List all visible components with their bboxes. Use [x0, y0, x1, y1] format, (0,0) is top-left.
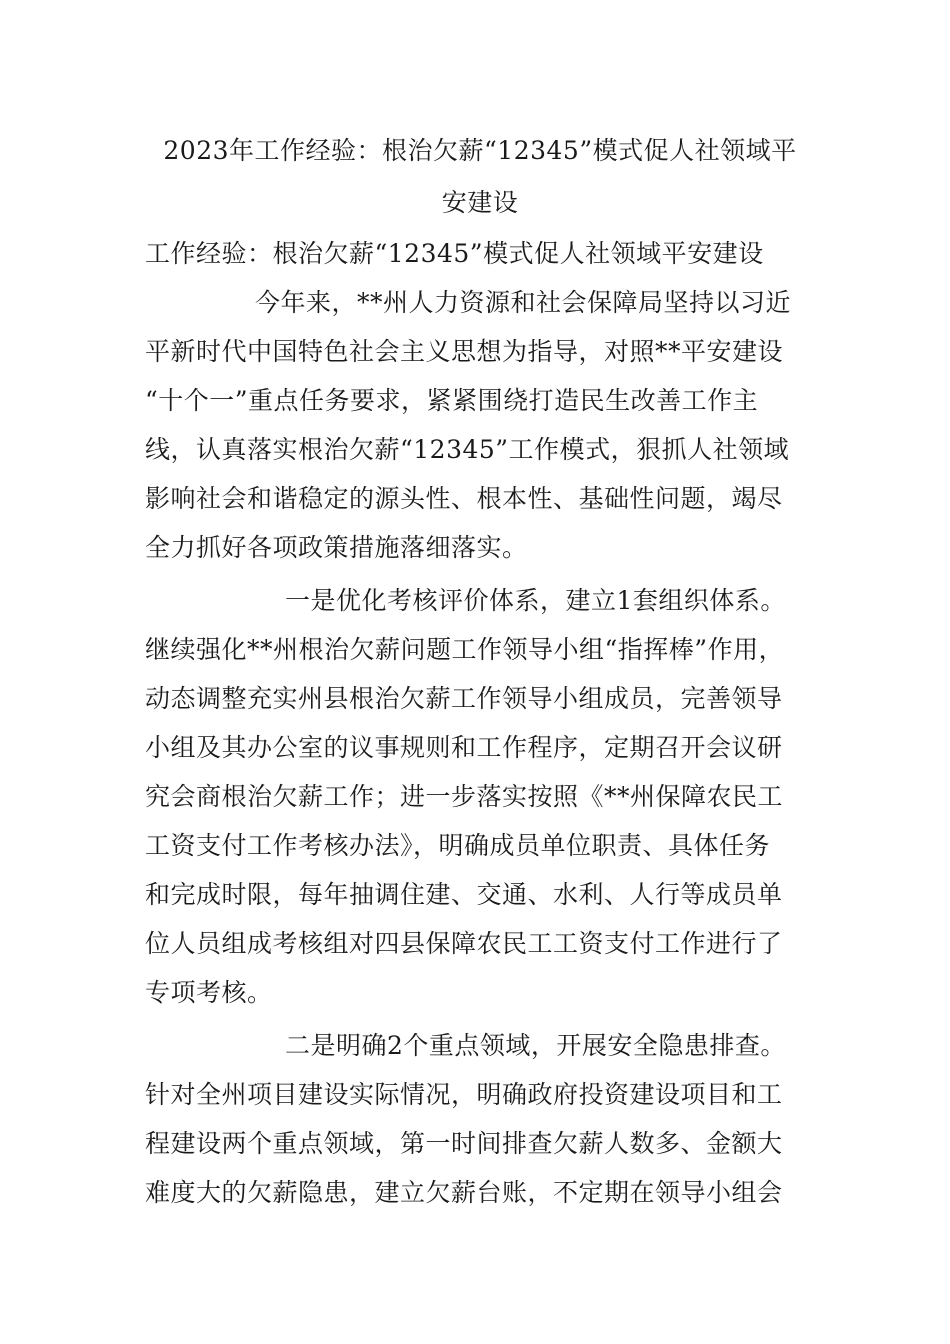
paragraph-line: 工资支付工作考核办法》，明确成员单位职责、具体任务: [145, 831, 771, 860]
paragraph-line: 一是优化考核评价体系，建立1套组织体系。: [285, 586, 786, 615]
paragraph-line: 动态调整充实州县根治欠薪工作领导小组成员，完善领导: [145, 684, 783, 713]
paragraph-line: 位人员组成考核组对四县保障农民工工资支付工作进行了: [145, 929, 783, 958]
document-page: [145, 125, 815, 1217]
paragraph-line: 究会商根治欠薪工作；进一步落实按照《**州保障农民工: [145, 782, 784, 811]
paragraph-line: 影响社会和谐稳定的源头性、根本性、基础性问题，竭尽: [145, 484, 783, 513]
paragraph-line: 和完成时限，每年抽调住建、交通、水利、人行等成员单: [145, 880, 783, 909]
title-line: 安建设: [441, 188, 519, 217]
paragraph-line: “十个一”重点任务要求，紧紧围绕打造民生改善工作主: [145, 386, 759, 415]
paragraph-line: 小组及其办公室的议事规则和工作程序，定期召开会议研: [145, 733, 783, 762]
paragraph-line: 今年来，**州人力资源和社会保障局坚持以习近: [255, 288, 792, 317]
paragraph-line: 线，认真落实根治欠薪“12345”工作模式，狠抓人社领域: [145, 435, 790, 464]
paragraph-line: 平新时代中国特色社会主义思想为指导，对照**平安建设: [145, 337, 784, 366]
paragraph-line: 二是明确2个重点领域，开展安全隐患排查。: [285, 1031, 786, 1060]
paragraph-point-two: [145, 1021, 815, 1217]
paragraph-line: 难度大的欠薪隐患，建立欠薪台账，不定期在领导小组会: [145, 1178, 783, 1207]
document-subtitle: 工作经验：根治欠薪“12345”模式促人社领域平安建设: [145, 239, 764, 268]
document-title: [145, 125, 815, 229]
paragraph-point-one: [145, 576, 815, 1017]
title-line: 2023年工作经验：根治欠薪“12345”模式促人社领域平: [163, 136, 797, 165]
paragraph-line: 继续强化**州根治欠薪问题工作领导小组“指挥棒”作用，: [145, 635, 785, 664]
paragraph-intro: [145, 278, 815, 572]
paragraph-line: 程建设两个重点领域，第一时间排查欠薪人数多、金额大: [145, 1129, 783, 1158]
paragraph-line: 专项考核。: [145, 978, 273, 1007]
paragraph-line: 针对全州项目建设实际情况，明确政府投资建设项目和工: [145, 1080, 783, 1109]
paragraph-line: 全力抓好各项政策措施落细落实。: [145, 533, 528, 562]
